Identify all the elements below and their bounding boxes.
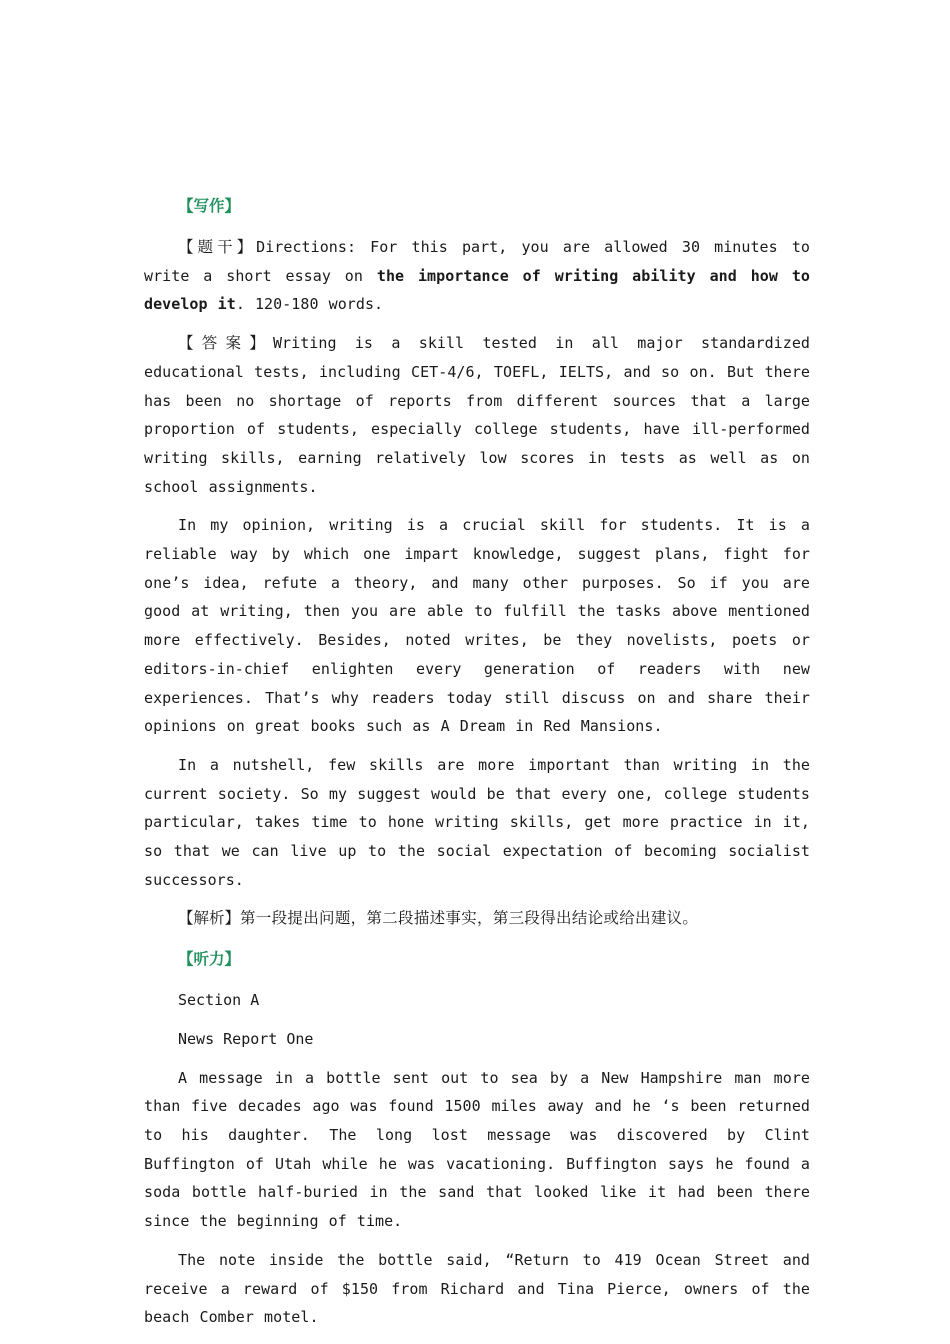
answer-paragraph-1 bbox=[144, 329, 810, 501]
question-tag: 【题干】 bbox=[178, 238, 257, 256]
question-paragraph bbox=[144, 233, 810, 319]
question-topic: the importance of writing ability and how to develop it bbox=[144, 266, 810, 314]
report-label: News Report One bbox=[178, 1029, 314, 1048]
question-text-before: Directions: For this part, you are allowed 30 minutes to write a short essay on bbox=[144, 238, 810, 285]
writing-heading: 【写作】 bbox=[178, 197, 241, 215]
listening-heading: 【听力】 bbox=[178, 950, 241, 969]
listening-paragraph-1: A message in a bottle sent out to sea by a New Hampshire man more than five decades ago was found 1500 miles away and he ‘s been returned to his daughter. The long lost message was discovered by Clint Buffington of Utah while he was vacationing. Buffington says he found a soda bottle half-buried in the sand that looked like it had been there since the beginning of time. bbox=[144, 1068, 810, 1231]
document-page bbox=[144, 190, 810, 1342]
analysis-text: 第一段提出问题，第二段描述事实，第三段得出结论或给出建议。 bbox=[240, 909, 699, 928]
answer-paragraph-2: In my opinion, writing is a crucial skill for students. It is a reliable way by which one impart knowledge, suggest plans, fight for one’s idea, refute a theory, and many other purposes. So if you are good at writing, then you are able to fulfill the tasks above mentioned more effectively. Besides, noted writes, be they novelists, poets or editors-in-chief enlighten every generation of readers with new experiences. That’s why readers today still discuss on and share their opinions on great books such as A Dream in Red Mansions. bbox=[144, 516, 810, 736]
question-text-after: . 120-180 words. bbox=[235, 295, 384, 314]
answer-tag: 【答案】 bbox=[178, 334, 273, 353]
answer-p1-text: Writing is a skill tested in all major standardized educational tests, including CET-4/6, TOEFL, IELTS, and so on. But there has been no shortage of reports from different sources that a large proportion of students, especially college students, have ill-performed writing skills, earning relatively low scores in tests as well as on school assignments. bbox=[144, 334, 810, 496]
analysis-tag: 【解析】 bbox=[178, 909, 241, 928]
analysis-paragraph bbox=[144, 904, 810, 933]
listening-paragraph-2: The note inside the bottle said, “Return to 419 Ocean Street and receive a reward of $150 from Richard and Tina Pierce, owners of the beach Comber motel. bbox=[144, 1250, 810, 1327]
answer-paragraph-3: In a nutshell, few skills are more important than writing in the current society. So my suggest would be that every one, college students particular, takes time to hone writing skills, get more practice in it, so that we can live up to the social expectation of becoming socialist successors. bbox=[144, 755, 810, 889]
section-label: Section A bbox=[178, 991, 260, 1010]
